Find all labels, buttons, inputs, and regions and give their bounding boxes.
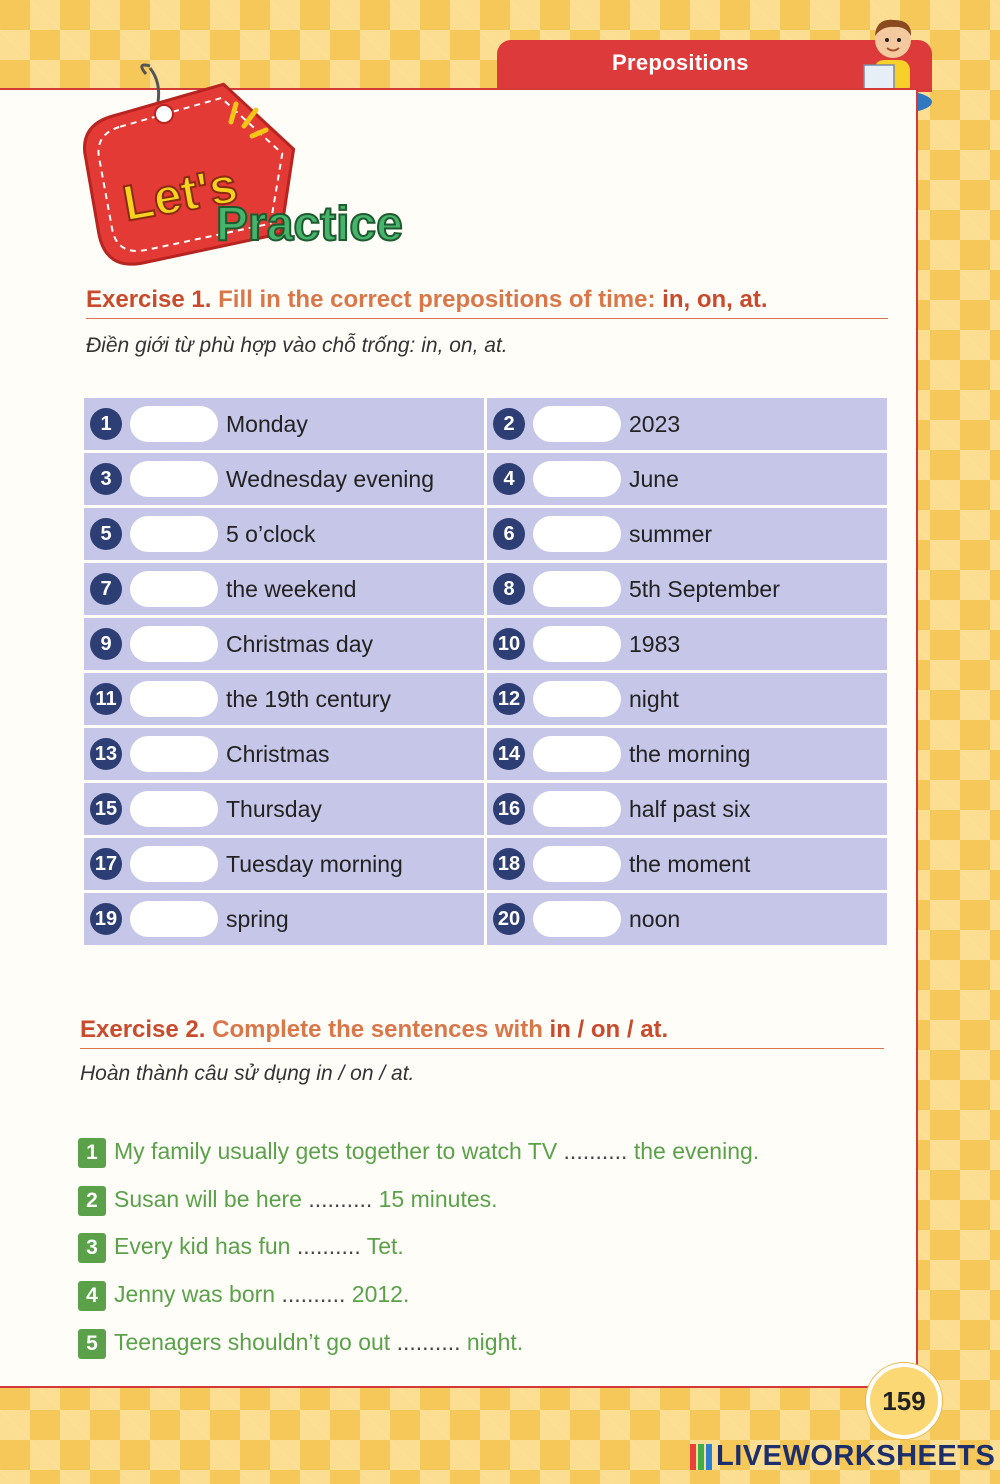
item-text: 2023 xyxy=(629,411,681,437)
answer-blank[interactable] xyxy=(130,846,218,882)
item-number: 19 xyxy=(90,903,122,935)
sentence-after: the evening. xyxy=(633,1138,760,1164)
item-text: the morning xyxy=(629,741,751,767)
liveworksheets-icon xyxy=(690,1444,712,1470)
item-number: 12 xyxy=(493,683,525,715)
item-number: 1 xyxy=(90,408,122,440)
item-number: 3 xyxy=(90,463,122,495)
item-text: Monday xyxy=(226,411,308,437)
sentence-number: 1 xyxy=(78,1138,106,1168)
list-item xyxy=(487,838,887,890)
answer-blank[interactable] xyxy=(130,406,218,442)
grid-row xyxy=(84,893,888,947)
answer-blank[interactable] xyxy=(130,516,218,552)
grid-row xyxy=(84,728,888,782)
item-text: the moment xyxy=(629,851,751,877)
sentence-before: Jenny was born xyxy=(114,1281,276,1307)
list-item xyxy=(84,453,484,505)
item-number: 5 xyxy=(90,518,122,550)
item-number: 14 xyxy=(493,738,525,770)
list-item xyxy=(84,508,484,560)
exercise1-number: Exercise 1. xyxy=(86,286,212,313)
sentence-number: 4 xyxy=(78,1281,106,1311)
list-item xyxy=(84,838,484,890)
sentence-after: night. xyxy=(466,1329,524,1355)
sentence-after: 2012. xyxy=(351,1281,410,1307)
list-item xyxy=(487,673,887,725)
item-number: 10 xyxy=(493,628,525,660)
item-text: noon xyxy=(629,906,681,932)
item-number: 17 xyxy=(90,848,122,880)
item-text: 5th September xyxy=(629,576,780,602)
grid-row xyxy=(84,398,888,452)
answer-blank[interactable] xyxy=(533,736,621,772)
answer-blank[interactable] xyxy=(533,681,621,717)
list-item xyxy=(84,728,484,780)
grid-row xyxy=(84,508,888,562)
item-text: 1983 xyxy=(629,631,681,657)
item-number: 15 xyxy=(90,793,122,825)
list-item xyxy=(84,563,484,615)
answer-blank[interactable] xyxy=(533,571,621,607)
sentence-number: 3 xyxy=(78,1233,106,1263)
grid-row xyxy=(84,453,888,507)
sentence-number: 5 xyxy=(78,1329,106,1359)
exercise1-preps: in, on, at. xyxy=(662,286,768,313)
item-text: Christmas day xyxy=(226,631,373,657)
list-item xyxy=(487,618,887,670)
answer-blank[interactable]: .......... xyxy=(296,1233,361,1259)
exercise1-subtitle: Điền giới từ phù hợp vào chỗ trống: in, on, at. xyxy=(86,334,508,357)
grid-row xyxy=(84,563,888,617)
sentence-after: Tet. xyxy=(366,1233,404,1259)
sentence-item xyxy=(78,1186,498,1216)
answer-blank[interactable] xyxy=(533,516,621,552)
answer-blank[interactable] xyxy=(130,791,218,827)
sentence-item xyxy=(78,1138,759,1168)
list-item xyxy=(487,508,887,560)
topic-label: Prepositions xyxy=(612,50,749,75)
list-item xyxy=(84,893,484,945)
list-item xyxy=(487,563,887,615)
item-text: 5 o’clock xyxy=(226,521,316,547)
answer-blank[interactable] xyxy=(130,681,218,717)
brand-text: LIVEWORKSHEETS xyxy=(716,1440,996,1472)
answer-blank[interactable] xyxy=(130,571,218,607)
item-text: June xyxy=(629,466,679,492)
sentence-before: Susan will be here xyxy=(114,1186,302,1212)
answer-blank[interactable] xyxy=(130,736,218,772)
answer-blank[interactable] xyxy=(533,846,621,882)
grid-row xyxy=(84,673,888,727)
grid-row xyxy=(84,783,888,837)
list-item xyxy=(487,893,887,945)
item-number: 2 xyxy=(493,408,525,440)
sentence-number: 2 xyxy=(78,1186,106,1216)
list-item xyxy=(84,673,484,725)
sentence-before: Every kid has fun xyxy=(114,1233,291,1259)
page-number-badge: 159 xyxy=(866,1363,942,1439)
exercise1-title xyxy=(86,286,888,319)
exercise2-title xyxy=(80,1016,884,1049)
answer-blank[interactable]: .......... xyxy=(563,1138,628,1164)
answer-blank[interactable] xyxy=(130,461,218,497)
brand-logo xyxy=(690,1440,995,1473)
answer-blank[interactable] xyxy=(130,626,218,662)
item-text: summer xyxy=(629,521,713,547)
item-text: spring xyxy=(226,906,289,932)
item-number: 20 xyxy=(493,903,525,935)
item-text: Tuesday morning xyxy=(226,851,403,877)
list-item xyxy=(487,398,887,450)
item-number: 4 xyxy=(493,463,525,495)
sentence-after: 15 minutes. xyxy=(378,1186,498,1212)
exercise2-preps: in / on / at. xyxy=(549,1016,669,1043)
sentence-item xyxy=(78,1233,404,1263)
sentence-before: My family usually gets together to watch TV xyxy=(114,1138,558,1164)
answer-blank[interactable] xyxy=(533,626,621,662)
answer-blank[interactable]: .......... xyxy=(308,1186,373,1212)
list-item xyxy=(84,783,484,835)
exercise2-number: Exercise 2. xyxy=(80,1016,206,1043)
item-text: Wednesday evening xyxy=(226,466,434,492)
item-text: Christmas xyxy=(226,741,330,767)
item-text: the weekend xyxy=(226,576,357,602)
item-number: 8 xyxy=(493,573,525,605)
item-number: 6 xyxy=(493,518,525,550)
answer-blank[interactable] xyxy=(533,901,621,937)
list-item xyxy=(487,453,887,505)
item-number: 7 xyxy=(90,573,122,605)
item-text: Thursday xyxy=(226,796,322,822)
exercise2-subtitle: Hoàn thành câu sử dụng in / on / at. xyxy=(80,1062,415,1085)
sentence-item xyxy=(78,1329,523,1359)
exercise2-instruction: Complete the sentences with xyxy=(212,1016,543,1043)
sentence-before: Teenagers shouldn’t go out xyxy=(114,1329,391,1355)
sentence-item xyxy=(78,1281,409,1311)
list-item xyxy=(487,783,887,835)
item-number: 18 xyxy=(493,848,525,880)
tag-line2: Practice xyxy=(216,198,403,251)
list-item xyxy=(84,398,484,450)
item-number: 11 xyxy=(90,683,122,715)
lets-practice-tag xyxy=(66,62,456,272)
list-item xyxy=(84,618,484,670)
answer-blank[interactable]: .......... xyxy=(281,1281,346,1307)
answer-blank[interactable] xyxy=(533,461,621,497)
list-item xyxy=(487,728,887,780)
answer-blank[interactable] xyxy=(130,901,218,937)
answer-blank[interactable] xyxy=(533,791,621,827)
grid-row xyxy=(84,838,888,892)
grid-row xyxy=(84,618,888,672)
item-text: half past six xyxy=(629,796,751,822)
exercise1-instruction: Fill in the correct prepositions of time: xyxy=(218,286,656,313)
exercise1-grid xyxy=(84,398,888,946)
item-text: night xyxy=(629,686,679,712)
answer-blank[interactable]: .......... xyxy=(396,1329,461,1355)
item-number: 9 xyxy=(90,628,122,660)
item-number: 16 xyxy=(493,793,525,825)
item-text: the 19th century xyxy=(226,686,391,712)
answer-blank[interactable] xyxy=(533,406,621,442)
tag-line1: Let's xyxy=(118,156,242,232)
item-number: 13 xyxy=(90,738,122,770)
